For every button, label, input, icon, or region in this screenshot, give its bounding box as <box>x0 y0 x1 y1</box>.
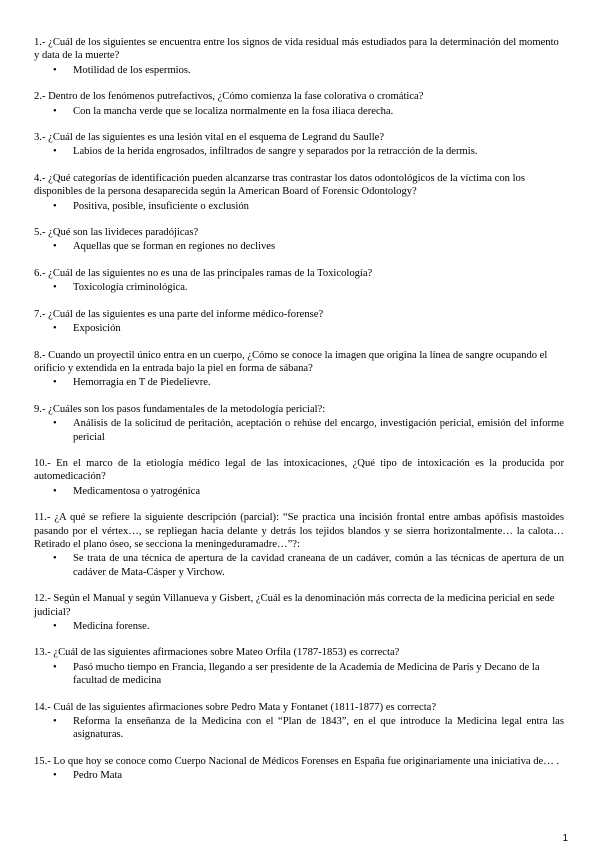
question-item <box>34 131 564 159</box>
question-text: 15.- Lo que hoy se conoce como Cuerpo Nacional de Médicos Forenses en España fue originariamente una iniciativa de… . <box>34 755 560 767</box>
question-text: 1.- ¿Cuál de los siguientes se encuentra entre los signos de vida residual más estudiados para la determinación del momento y data de la muerte? <box>34 37 559 62</box>
answer-item <box>34 105 564 118</box>
question-item <box>34 90 564 118</box>
question-text: 14.- Cuál de las siguientes afirmaciones sobre Pedro Mata y Fontanet (1811-1877) es correcta? <box>34 701 437 713</box>
answer-text: Análisis de la solicitud de peritación, aceptación o rehúse del encargo, investigación pericial, emisión del informe pericial <box>73 418 564 443</box>
question-item <box>34 349 564 390</box>
answer-item <box>34 200 564 213</box>
answer-item <box>34 552 564 579</box>
question-list <box>34 36 564 796</box>
question-text: 5.- ¿Qué son las livideces paradójicas? <box>34 227 199 239</box>
answer-item <box>34 661 564 688</box>
answer-text: Se trata de una técnica de apertura de la cavidad craneana de un cadáver, común a las técnicas de apertura de un cadáver de Mata-Cásper y Virchow. <box>73 553 564 578</box>
answer-text: Exposición <box>73 323 121 335</box>
question-item <box>34 267 564 295</box>
answer-text: Reforma la enseñanza de la Medicina con el “Plan de 1843”, en el que introduce la Medicina legal entra las asignaturas. <box>73 716 564 741</box>
question-text: 12.- Según el Manual y según Villanueva y Gisbert, ¿Cuál es la denominación más correcta de la medicina pericial en sede judicial? <box>34 593 555 618</box>
bullet-icon: • <box>53 200 57 212</box>
question-text: 6.- ¿Cuál de las siguientes no es una de las principales ramas de la Toxicología? <box>34 267 373 279</box>
answer-item <box>34 145 564 158</box>
answer-item <box>34 715 564 742</box>
question-item <box>34 755 564 783</box>
bullet-icon: • <box>53 241 57 253</box>
question-text: 9.- ¿Cuáles son los pasos fundamentales de la metodología pericial?: <box>34 403 326 415</box>
bullet-icon: • <box>53 621 57 632</box>
answer-item <box>34 620 564 633</box>
answer-text: Aquellas que se forman en regiones no declives <box>73 241 276 253</box>
question-text: 3.- ¿Cuál de las siguientes es una lesión vital en el esquema de Legrand du Saulle? <box>34 132 385 144</box>
question-text: 8.- Cuando un proyectil único entra en un cuerpo, ¿Cómo se conoce la imagen que origina la línea de sangre ocupando el orificio y extendida en la entrada bajo la piel en forma de sábana? <box>34 349 548 374</box>
question-text: 10.- En el marco de la etiología médico legal de las intoxicaciones, ¿Qué tipo de intoxicación es la producida por automedicación? <box>34 457 564 483</box>
answer-text: Motilidad de los espermios. <box>73 64 191 76</box>
question-item <box>34 457 564 498</box>
answer-text: Medicina forense. <box>73 621 150 632</box>
question-item <box>34 36 564 77</box>
bullet-icon: • <box>53 377 57 389</box>
bullet-icon: • <box>53 553 57 565</box>
answer-item <box>34 769 564 782</box>
bullet-icon: • <box>53 716 57 728</box>
bullet-icon: • <box>53 146 57 158</box>
answer-text: Labios de la herida engrosados, infiltrados de sangre y separados por la retracción de la dermis. <box>73 146 478 158</box>
question-text: 11.- ¿A qué se refiere la siguiente descripción (parcial): “Se practica una incisión frontal entre ambas apófisis mastoides pasando por el vértex…, se repliegan hacia delante y detrás los tejidos blandos y se sierra horizontalmente… la calota… Retirado el plano óseo, se secciona la meningeduramadre…”?: <box>34 512 564 550</box>
question-item <box>34 592 564 633</box>
question-item <box>34 646 564 687</box>
question-text: 4.- ¿Qué categorías de identificación pueden alcanzarse tras contrastar los datos odontológicos de la víctima con los disponibles de la persona desaparecida según la American Board of Forensic Odontology? <box>34 172 525 198</box>
answer-item <box>34 281 564 294</box>
bullet-icon: • <box>53 282 57 294</box>
answer-item <box>34 64 564 77</box>
answer-item <box>34 417 564 444</box>
page-number: 1 <box>562 833 568 844</box>
answer-item <box>34 322 564 335</box>
question-item <box>34 701 564 742</box>
question-item <box>34 511 564 579</box>
bullet-icon: • <box>53 64 57 76</box>
question-item <box>34 403 564 444</box>
question-item <box>34 172 564 213</box>
bullet-icon: • <box>53 105 57 117</box>
bullet-icon: • <box>53 418 57 430</box>
answer-text: Hemorragia en T de Piedelievre. <box>73 377 211 389</box>
answer-item <box>34 376 564 389</box>
bullet-icon: • <box>53 770 57 782</box>
answer-item <box>34 485 564 498</box>
answer-text: Con la mancha verde que se localiza normalmente en la fosa iliaca derecha. <box>73 105 394 117</box>
answer-text: Medicamentosa o yatrogénica <box>73 485 201 497</box>
answer-item <box>34 240 564 253</box>
question-text: 2.- Dentro de los fenómenos putrefactivos, ¿Cómo comienza la fase colorativa o cromática? <box>34 91 424 103</box>
answer-text: Pedro Mata <box>73 770 123 782</box>
question-text: 7.- ¿Cuál de las siguientes es una parte del informe médico-forense? <box>34 308 324 320</box>
answer-text: Positiva, posible, insuficiente o exclusión <box>73 200 249 212</box>
bullet-icon: • <box>53 661 57 673</box>
question-item <box>34 226 564 254</box>
answer-text: Pasó mucho tiempo en Francia, llegando a ser presidente de la Academia de Medicina de París y Decano de la facultad de medicina <box>73 661 540 687</box>
question-text: 13.- ¿Cuál de las siguientes afirmaciones sobre Mateo Orfila (1787-1853) es correcta? <box>34 647 400 659</box>
bullet-icon: • <box>53 485 57 497</box>
question-item <box>34 308 564 336</box>
bullet-icon: • <box>53 323 57 335</box>
answer-text: Toxicología criminológica. <box>73 282 188 294</box>
